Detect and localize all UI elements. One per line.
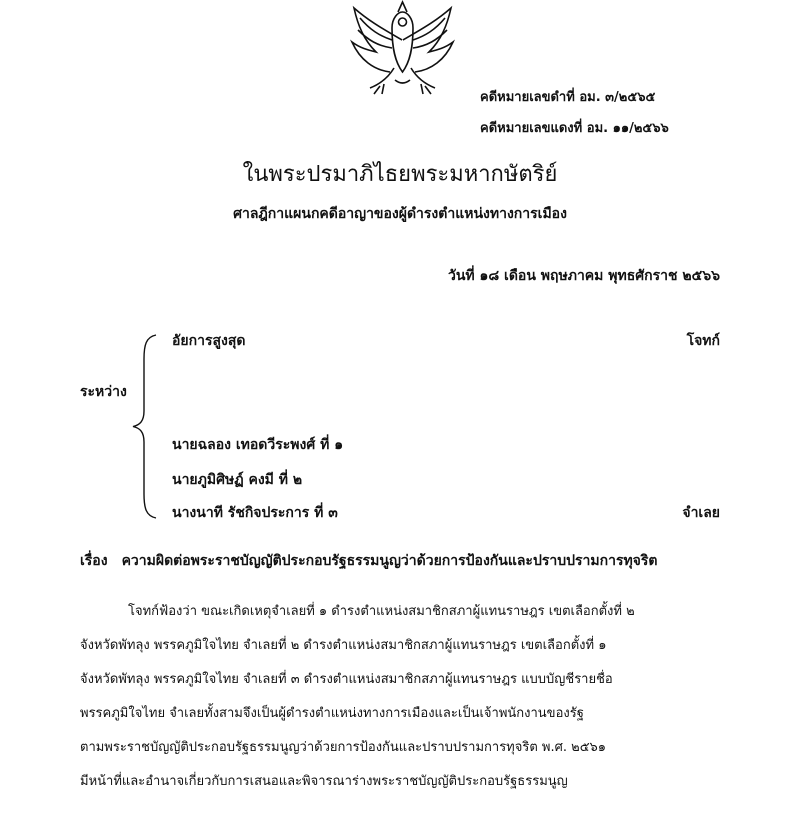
garuda-emblem-icon	[340, 0, 465, 100]
plaintiff-role: โจทก์	[686, 333, 720, 349]
plaintiff-name: อัยการสูงสุด	[172, 333, 246, 349]
party-brace	[130, 333, 160, 520]
body-line: พรรคภูมิใจไทย จำเลยทั้งสามจึงเป็นผู้ดำรงตำแหน่งทางการเมืองและเป็นเจ้าพนักงานของรัฐ	[80, 706, 584, 721]
body-line: มีหน้าที่และอำนาจเกี่ยวกับการเสนอและพิจารณาร่างพระราชบัญญัติประกอบรัฐธรรมนูญ	[80, 774, 568, 789]
subject-label: เรื่อง	[80, 553, 108, 569]
defendant-2: นายภูมิศิษฏ์ คงมี ที่ ๒	[172, 472, 303, 488]
black-case-number: คดีหมายเลขดำที่ อม. ๓/๒๕๖๕	[480, 90, 656, 105]
body-line: โจทก์ฟ้องว่า ขณะเกิดเหตุจำเลยที่ ๑ ดำรงตำแหน่งสมาชิกสภาผู้แทนราษฎร เขตเลือกตั้งที่ ๒	[128, 604, 635, 619]
page-title: ในพระปรมาภิไธยพระมหากษัตริย์	[242, 162, 558, 187]
defendant-3: นางนาที รัชกิจประการ ที่ ๓	[172, 505, 338, 521]
between-label: ระหว่าง	[80, 384, 127, 400]
subject-text: ความผิดต่อพระราชบัญญัติประกอบรัฐธรรมนูญว่าด้วยการป้องกันและปราบปรามการทุจริต	[121, 553, 658, 569]
body-line: จังหวัดพัทลุง พรรคภูมิใจไทย จำเลยที่ ๓ ดำรงตำแหน่งสมาชิกสภาผู้แทนราษฎร แบบบัญชีรายชื่อ	[80, 672, 613, 687]
defendant-role: จำเลย	[682, 505, 720, 521]
body-line: จังหวัดพัทลุง พรรคภูมิใจไทย จำเลยที่ ๒ ดำรงตำแหน่งสมาชิกสภาผู้แทนราษฎร เขตเลือกตั้งที่ ๑	[80, 638, 607, 653]
subject-line	[80, 550, 658, 572]
body-paragraph	[80, 595, 720, 799]
court-name: ศาลฎีกาแผนกคดีอาญาของผู้ดำรงตำแหน่งทางการเมือง	[233, 206, 567, 222]
judgment-date: วันที่ ๑๘ เดือน พฤษภาคม พุทธศักราช ๒๕๖๖	[447, 268, 720, 284]
red-case-number: คดีหมายเลขแดงที่ อม. ๑๑/๒๕๖๖	[480, 121, 669, 136]
body-line: ตามพระราชบัญญัติประกอบรัฐธรรมนูญว่าด้วยการป้องกันและปราบปรามการทุจริต พ.ศ. ๒๕๖๑	[80, 740, 607, 755]
defendant-1: นายฉลอง เทอดวีระพงศ์ ที่ ๑	[172, 437, 344, 453]
